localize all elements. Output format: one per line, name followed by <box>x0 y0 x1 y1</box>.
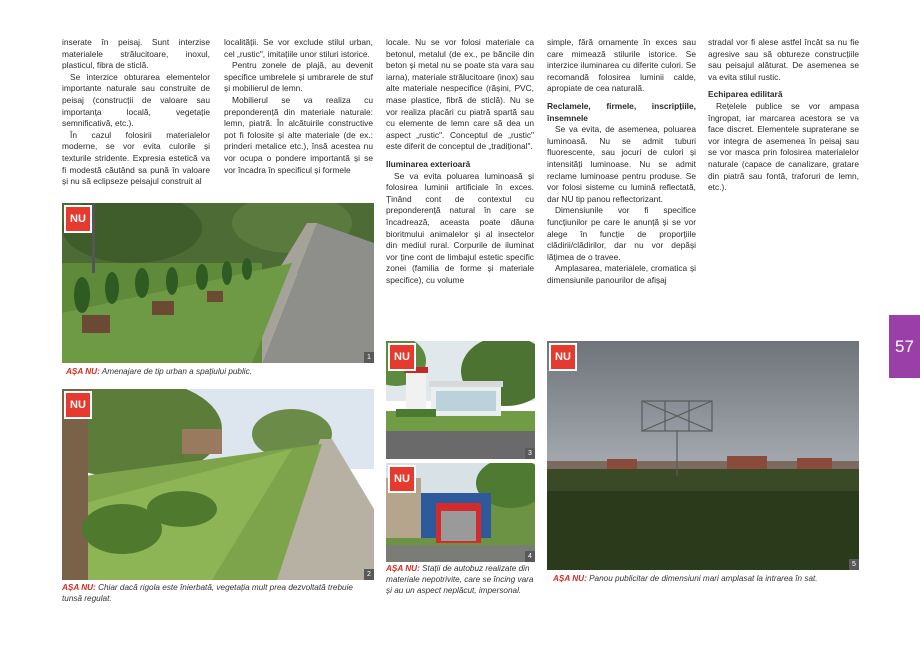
caption-prefix: AȘA NU: <box>386 564 420 573</box>
caption-text: Panou publicitar de dimensiuni mari amplasat la intrarea în sat. <box>589 574 818 583</box>
paragraph: locale. Nu se vor folosi materiale ca betonul, metalul (de ex., pe băncile din beton și metal nu se poate sta vara sau iarna), materiale strălucitoare (inox) sau alte materiale nespecifice (rășini, PVC, mase plastice, fibră de sticlă). Nu se vor realiza placări cu piatră spartă sau cu elemente de lemn care să dea un aspect „rustic". Conceptul de „rustic" este diferit de conceptul de „tradițional". <box>386 37 534 152</box>
photo-number: 3 <box>525 448 535 459</box>
caption-photo-4 <box>386 563 536 596</box>
photo-number: 4 <box>525 551 535 562</box>
photo-large-billboard <box>547 341 859 570</box>
caption-prefix: AȘA NU: <box>62 583 96 592</box>
paragraph: inserate în peisaj. Sunt interzise materialele strălucitoare, inoxul, plasticul, fibra de sticlă. <box>62 37 210 71</box>
paragraph: Se interzice obturarea elementelor importante naturale sau construite de peisaj (construcții de valoare sau importanța locală, vegetație semnificativă, etc.). <box>62 71 210 129</box>
photo-bus-stop-white <box>386 341 535 459</box>
caption-prefix: AȘA NU: <box>553 574 587 583</box>
paragraph: localității. Se vor exclude stilul urban, cel „rustic", imitațiile unor stiluri istorice. <box>224 37 373 59</box>
nu-badge: NU <box>64 205 92 233</box>
caption-photo-2 <box>62 582 374 604</box>
paragraph: Pentru zonele de plajă, au devenit specifice umbrelele și umbrarele de stuf și mobilierul de lemn. <box>224 60 373 94</box>
page-number-tab <box>889 315 920 378</box>
nu-badge: NU <box>64 391 92 419</box>
text-column-1 <box>62 37 210 188</box>
caption-photo-1 <box>66 366 376 377</box>
photo-urban-street-benches <box>62 203 374 363</box>
text-column-5 <box>708 37 859 194</box>
caption-prefix: AȘA NU: <box>66 367 100 376</box>
caption-text: Amenajare de tip urban a spațiului public. <box>101 367 252 376</box>
paragraph: stradal vor fi alese astfel încât sa nu fie agresive sau să obtureze construcțiile sau peisajul alăturat. De asemenea se va evita stilul rustic. <box>708 37 859 82</box>
section-heading-lighting: Iluminarea exterioară <box>386 158 471 169</box>
paragraph: Amplasarea, materialele, cromatica și dimensiunile panourilor de afișaj <box>547 263 696 285</box>
paragraph: Dimensiunile vor fi specifice funcțiunilor pe care le anunță și se vor alege în funcție de proporțiile clădirii/clădirilor, dar nu vor depăși lățimea de o travee. <box>547 205 696 262</box>
photo-2-illustration <box>62 389 374 580</box>
photo-overgrown-roadside <box>62 389 374 580</box>
caption-photo-5 <box>553 573 859 584</box>
photo-number: 5 <box>849 559 859 570</box>
paragraph: Se va evita poluarea luminoasă și folosirea luminii artificiale în exces. Ținând cont de contextul cu preponderență natural în care se încadrează, aceasta poate dăuna bioritmului animalelor și al insectelor din mediul rural. Corpurile de iluminat vor ține cont de limbajul estetic specific zonei (familia de forme și materiale specifice), cu volume <box>386 170 534 285</box>
paragraph: simple, fără ornamente în exces sau care mimează stilurile istorice. Se interzice iluminarea cu diferite culori. Se recomandă folosirea luminii calde, apropiate de cea naturală. <box>547 37 696 94</box>
photo-5-illustration <box>547 341 859 570</box>
photo-1-illustration <box>62 203 374 363</box>
nu-badge: NU <box>549 343 577 371</box>
section-heading-utilities: Echiparea edilitară <box>708 89 783 100</box>
text-column-4 <box>547 37 696 286</box>
photo-number: 2 <box>364 569 374 580</box>
paragraph: În cazul folosirii materialelor moderne, se vor evita culorile și texturile stridente. Expresia estetică va fi modestă căutând sa pună în valoare și nu să eclipseze peisajul construit al <box>62 129 210 187</box>
caption-text: Chiar dacă rigola este înierbată, vegetația mult prea dezvoltată trebuie tunsă regulat. <box>62 583 353 603</box>
section-heading-signage: Reclamele, firmele, inscripțiile, însemnele <box>547 100 696 123</box>
nu-badge: NU <box>388 465 416 493</box>
paragraph: Rețelele publice se vor ampasa îngropat, iar marcarea acestora se va face discret. Elementele supraterane se vor integra de asemenea în peisaj sau se vor masca prin folosirea materialelor naturale (capace de canalizare, gratare din piatră sau fontă, traforuri de lemn, etc.). <box>708 100 859 193</box>
caption-text: Stații de autobuz realizate din materiale nepotrivite, care se încing vara și au un aspect neplăcut, impersonal. <box>386 564 534 595</box>
paragraph: Mobilierul se va realiza cu preponderență din materiale naturale: lemn, piatră. În alcătuirile constructive pot fi folosite și alte materiale (de ex.: prinderi metalice etc.), însă acestea nu vor ocupa o pondere importantă și se vor încadra în specificul și formele <box>224 94 373 175</box>
photo-number: 1 <box>364 352 374 363</box>
nu-badge: NU <box>388 343 416 371</box>
text-column-3 <box>386 37 534 286</box>
text-column-2 <box>224 37 373 176</box>
photo-bus-stop-red <box>386 463 535 562</box>
paragraph: Se va evita, de asemenea, poluarea luminoasă. Nu se admit tuburi fluorescente, sau jocuri de culori și intensități luminoase. Nu se admit reclame luminoase pentru produse. Se vor folosi sisteme cu lumină reflectată, dar NU tip panou reflectorizant. <box>547 124 696 204</box>
page-number: 57 <box>895 336 914 356</box>
